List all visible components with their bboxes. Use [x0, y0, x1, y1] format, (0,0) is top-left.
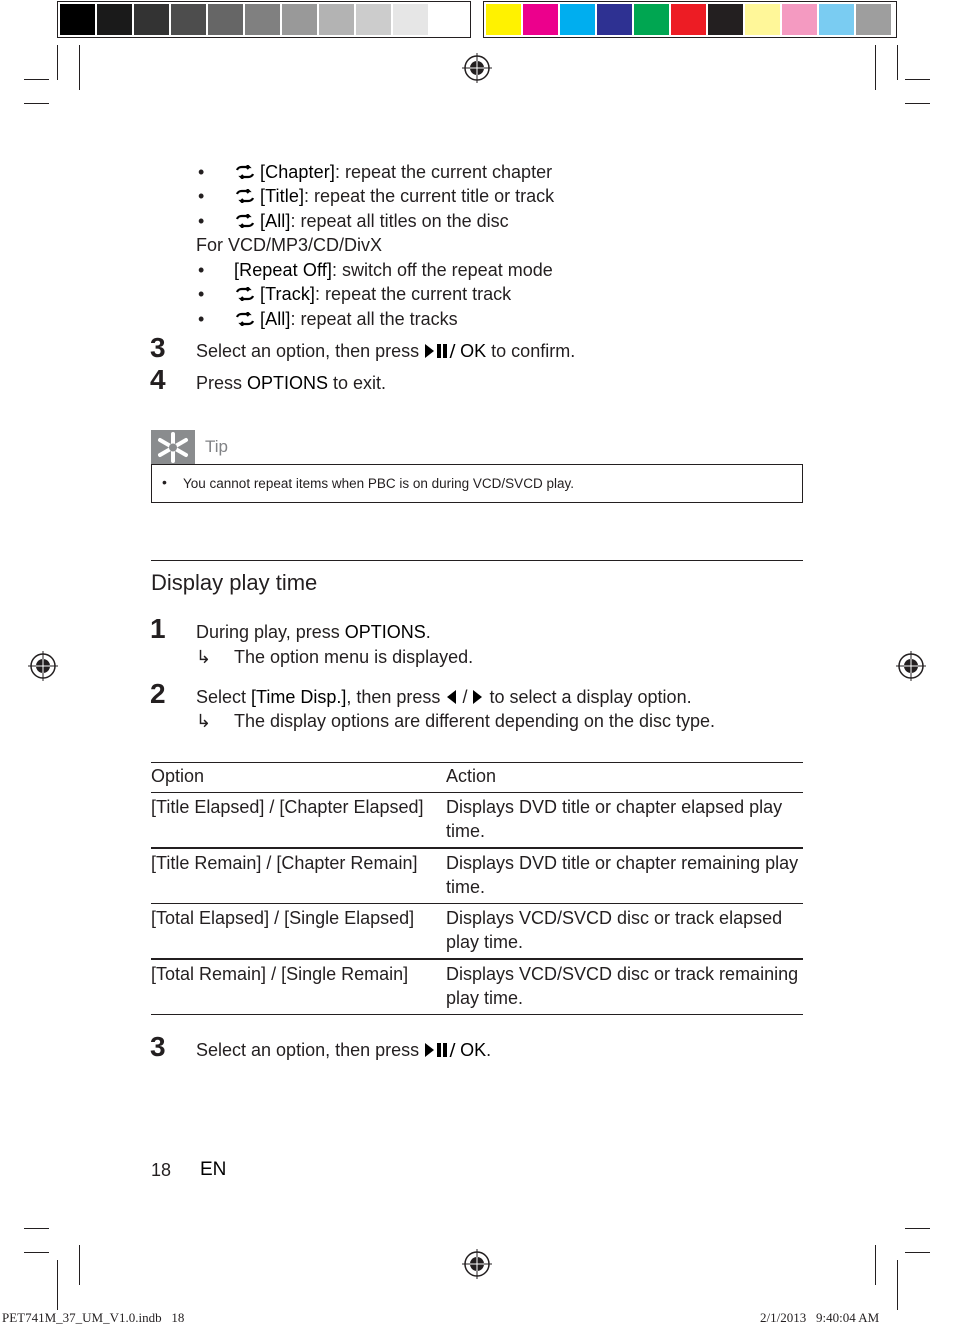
crop-mark: [79, 45, 80, 90]
bullet-dot: •: [198, 284, 205, 304]
key-time-disp: [Time Disp.]: [251, 687, 347, 707]
page-number: 18: [151, 1160, 172, 1180]
step-result: The display options are different depending on the disc type.: [234, 711, 715, 731]
color-swatch: [819, 4, 854, 35]
option-label: [All]: [260, 309, 291, 329]
crop-mark: [905, 103, 930, 104]
bullet-dot: •: [198, 309, 205, 329]
step-text: [196, 340, 575, 362]
step-text-part: to confirm.: [486, 341, 576, 361]
step-number: 4: [150, 364, 166, 395]
color-swatch: [60, 4, 95, 35]
step-text: [196, 1039, 491, 1061]
key-options: OPTIONS: [344, 622, 426, 642]
color-swatch: [523, 4, 558, 35]
tip-bullet: •: [162, 474, 167, 490]
color-swatch: [745, 4, 780, 35]
left-arrow-icon: [445, 690, 457, 704]
crop-mark: [24, 79, 49, 80]
option-label: [Title]: [260, 186, 305, 206]
bullet-dot: •: [198, 162, 205, 182]
options-table: [151, 762, 803, 1015]
color-swatch: [597, 4, 632, 35]
result-arrow-icon: ↳: [196, 711, 212, 731]
color-swatch: [97, 4, 132, 35]
repeat-icon: [234, 287, 256, 301]
option-cell: [Title Remain] / [Chapter Remain]: [151, 853, 418, 873]
crop-mark: [897, 45, 898, 80]
registration-mark-icon: [28, 651, 58, 681]
step-text-part: to exit.: [328, 373, 387, 393]
step-text-part: Select: [196, 687, 252, 707]
color-swatch: [356, 4, 391, 35]
list-item: [234, 185, 554, 207]
color-swatch: [634, 4, 669, 35]
crop-mark: [905, 79, 930, 80]
color-swatch: [782, 4, 817, 35]
repeat-icon: [234, 165, 256, 179]
crop-mark: [897, 1260, 898, 1310]
result-arrow-icon: ↳: [196, 647, 212, 667]
key-ok: OK: [460, 341, 487, 361]
option-label: [Repeat Off]: [234, 260, 332, 280]
crop-mark: [24, 1252, 49, 1253]
crop-mark: [79, 1245, 80, 1285]
bullet-dot: •: [198, 211, 205, 231]
action-cell: Displays VCD/SVCD disc or track remaining play time.: [446, 964, 799, 1008]
step-text-part: Select an option, then press: [196, 341, 425, 361]
step-text-part: Press: [196, 373, 248, 393]
action-cell: Displays DVD title or chapter elapsed play time.: [446, 797, 783, 841]
table-header-row: [151, 762, 803, 793]
header-option: Option: [151, 766, 205, 786]
option-cell: [Total Elapsed] / [Single Elapsed]: [151, 908, 415, 928]
step-number: 3: [150, 1031, 166, 1062]
slug-date: 2/1/2013 9:40:04 AM: [760, 1310, 880, 1325]
key-ok: OK: [460, 1040, 487, 1060]
color-swatch: [430, 4, 465, 35]
slash-separator: /: [457, 687, 473, 707]
process-color-bar: [483, 1, 897, 38]
crop-mark: [57, 1260, 58, 1310]
step-text: [196, 621, 431, 643]
table-row: [151, 848, 803, 904]
option-desc: : repeat all the tracks: [290, 309, 458, 329]
gray-color-bar: [57, 1, 471, 38]
option-desc: : repeat all titles on the disc: [290, 211, 509, 231]
option-label: [Chapter]: [260, 162, 335, 182]
list-item: [234, 259, 553, 281]
step-text: [196, 372, 386, 394]
crop-mark: [57, 45, 58, 80]
repeat-icon: [234, 189, 256, 203]
list-item: [234, 161, 552, 183]
tip-title: Tip: [205, 437, 228, 456]
list-item: [234, 210, 509, 232]
tip-header: [151, 430, 195, 465]
color-swatch: [486, 4, 521, 35]
crop-mark: [905, 1252, 930, 1253]
color-swatch: [708, 4, 743, 35]
registration-mark-icon: [896, 651, 926, 681]
step-text-part: to select a display option.: [484, 687, 692, 707]
language-code: EN: [200, 1159, 227, 1180]
step-text: [196, 686, 692, 708]
list-item: [234, 283, 511, 305]
step-text-part: .: [425, 622, 431, 642]
bullet-dot: •: [198, 260, 205, 280]
step-text-part: , then press: [346, 687, 446, 707]
table-row: [151, 904, 803, 960]
color-swatch: [208, 4, 243, 35]
step-result: The option menu is displayed.: [234, 647, 474, 667]
option-desc: : repeat the current title or track: [304, 186, 555, 206]
color-swatch: [856, 4, 891, 35]
slug-filename: PET741M_37_UM_V1.0.indb 18: [2, 1310, 185, 1325]
tip-text: You cannot repeat items when PBC is on during VCD/SVCD play.: [183, 476, 574, 491]
subheading-vcd: For VCD/MP3/CD/DivX: [196, 235, 383, 255]
color-swatch: [245, 4, 280, 35]
color-swatch: [282, 4, 317, 35]
tip-asterisk-icon: [151, 430, 195, 465]
section-title: Display play time: [151, 570, 318, 595]
header-action: Action: [446, 766, 497, 786]
action-cell: Displays VCD/SVCD disc or track elapsed play time.: [446, 908, 783, 952]
option-cell: [Total Remain] / [Single Remain]: [151, 964, 409, 984]
step-number: 3: [150, 332, 166, 363]
color-swatch: [671, 4, 706, 35]
play-pause-icon: [424, 1043, 460, 1057]
crop-mark: [24, 103, 49, 104]
play-pause-icon: [424, 344, 460, 358]
color-swatch: [393, 4, 428, 35]
crop-mark: [905, 1228, 930, 1229]
crop-mark: [875, 1245, 876, 1285]
color-swatch: [560, 4, 595, 35]
option-desc: : switch off the repeat mode: [331, 260, 553, 280]
step-number: 2: [150, 678, 166, 709]
option-desc: : repeat the current chapter: [334, 162, 553, 182]
step-number: 1: [150, 613, 166, 644]
repeat-icon: [234, 312, 256, 326]
color-swatch: [319, 4, 354, 35]
step-text-part: Select an option, then press: [196, 1040, 425, 1060]
option-desc: : repeat the current track: [315, 284, 512, 304]
action-cell: Displays DVD title or chapter remaining play time.: [446, 853, 799, 897]
color-swatch: [171, 4, 206, 35]
option-cell: [Title Elapsed] / [Chapter Elapsed]: [151, 797, 424, 817]
color-swatch: [134, 4, 169, 35]
bullet-dot: •: [198, 186, 205, 206]
step-text-part: During play, press: [196, 622, 345, 642]
right-arrow-icon: [472, 690, 484, 704]
table-row: [151, 793, 803, 849]
table-row: [151, 959, 803, 1015]
section-rule: [151, 560, 803, 561]
key-options: OPTIONS: [247, 373, 329, 393]
registration-mark-icon: [462, 1249, 492, 1279]
registration-mark-icon: [462, 53, 492, 83]
option-label: [Track]: [260, 284, 316, 304]
crop-mark: [24, 1228, 49, 1229]
option-label: [All]: [260, 211, 291, 231]
crop-mark: [875, 45, 876, 90]
step-text-part: .: [486, 1040, 492, 1060]
list-item: [234, 308, 458, 330]
repeat-icon: [234, 214, 256, 228]
